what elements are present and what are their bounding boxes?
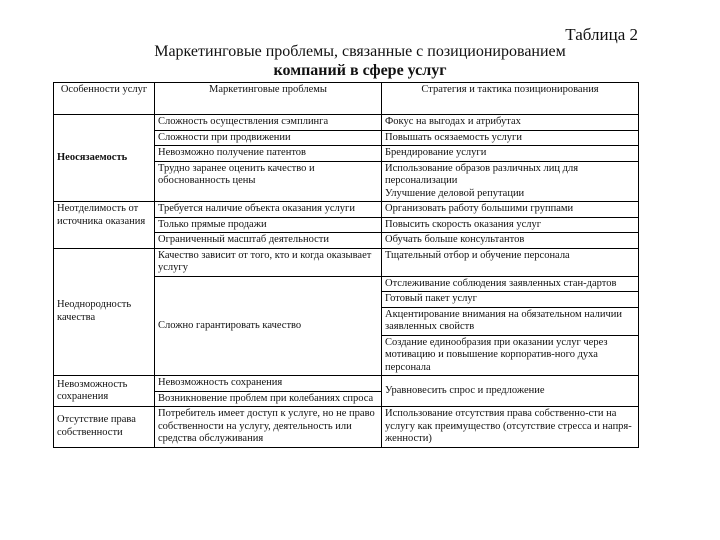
problem-cell: Невозможно получение патентов xyxy=(155,146,382,162)
positioning-table xyxy=(53,82,639,448)
problem-cell: Требуется наличие объекта оказания услуги xyxy=(155,202,382,218)
problem-cell: Возникновение проблем при колебаниях спроса xyxy=(155,391,382,407)
strategy-cell: Отслеживание соблюдения заявленных стан-дартов xyxy=(382,276,639,292)
problem-cell: Только прямые продажи xyxy=(155,217,382,233)
strategy-cell xyxy=(382,161,639,202)
feature-cell: Неотделимость от источника оказания xyxy=(54,202,155,249)
strategy-cell: Повысить скорость оказания услуг xyxy=(382,217,639,233)
problem-cell: Потребитель имеет доступ к услуге, но не право собственности на услугу, деятельность или средства обслуживания xyxy=(155,407,382,448)
table-row xyxy=(54,115,639,131)
strategy-cell: Готовый пакет услуг xyxy=(382,292,639,308)
column-header-problems: Маркетинговые проблемы xyxy=(155,83,382,115)
feature-cell: Отсутствие права собственности xyxy=(54,407,155,448)
strategy-cell: Обучать больше консультантов xyxy=(382,233,639,249)
title-line-1: Маркетинговые проблемы, связанные с позиционированием xyxy=(154,43,566,60)
feature-cell: Невозможность сохранения xyxy=(54,376,155,407)
problem-cell: Ограниченный масштаб деятельности xyxy=(155,233,382,249)
strategy-line: Улучшение деловой репутации xyxy=(385,187,525,199)
feature-cell: Неосязаемость xyxy=(54,115,155,202)
problem-cell: Сложность осуществления сэмплинга xyxy=(155,115,382,131)
feature-cell: Неоднородность качества xyxy=(54,248,155,376)
strategy-cell: Фокус на выгодах и атрибутах xyxy=(382,115,639,131)
table-row xyxy=(54,376,639,392)
header-row xyxy=(54,83,639,115)
table-row xyxy=(54,407,639,448)
problem-cell: Сложности при продвижении xyxy=(155,130,382,146)
column-header-features: Особенности услуг xyxy=(54,83,155,115)
strategy-cell: Повышать осязаемость услуги xyxy=(382,130,639,146)
strategy-line: Использование образов различных лиц для персонализации xyxy=(385,162,579,186)
strategy-cell: Создание единообразия при оказании услуг через мотивацию и повышение корпоратив-ного духа персонала xyxy=(382,335,639,376)
strategy-cell: Акцентирование внимания на обязательном наличии заявленных свойств xyxy=(382,307,639,335)
problem-cell: Невозможность сохранения xyxy=(155,376,382,392)
table-row xyxy=(54,248,639,276)
table-row xyxy=(54,202,639,218)
problem-cell: Сложно гарантировать качество xyxy=(155,276,382,376)
strategy-cell: Уравновесить спрос и предложение xyxy=(382,376,639,407)
column-header-strategies: Стратегия и тактика позиционирования xyxy=(382,83,639,115)
title-line-2: компаний в сфере услуг xyxy=(273,62,447,79)
strategy-cell: Тщательный отбор и обучение персонала xyxy=(382,248,639,276)
strategy-cell: Брендирование услуги xyxy=(382,146,639,162)
table-title xyxy=(0,42,720,80)
table-number: Таблица 2 xyxy=(565,25,638,44)
strategy-cell: Организовать работу большими группами xyxy=(382,202,639,218)
problem-cell: Трудно заранее оценить качество и обоснованность цены xyxy=(155,161,382,202)
strategy-cell: Использование отсутствия права собственно-сти на услугу как преимущество (отсутствие стресса и напря-женности) xyxy=(382,407,639,448)
problem-cell: Качество зависит от того, кто и когда оказывает услугу xyxy=(155,248,382,276)
